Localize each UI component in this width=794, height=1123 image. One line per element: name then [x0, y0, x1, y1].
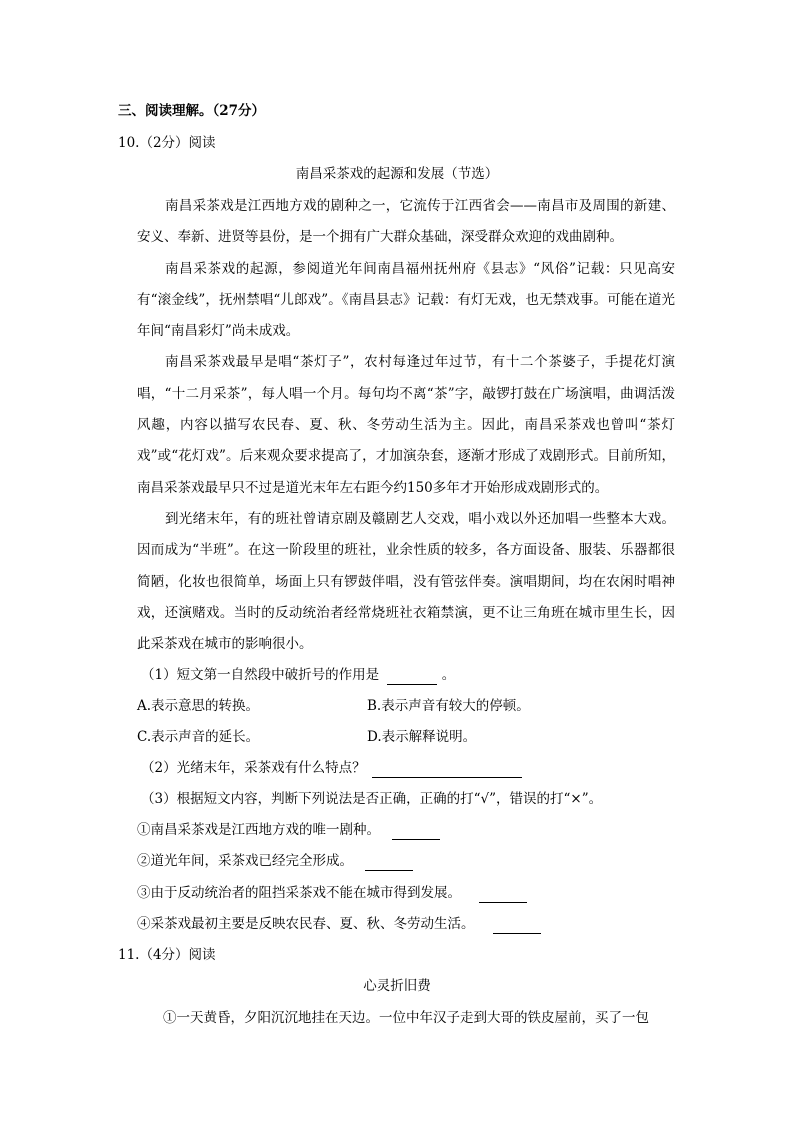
question-11-header: 11.（4分）阅读	[118, 947, 216, 963]
judgment-item-4	[137, 914, 541, 934]
judgment-item-2	[137, 851, 413, 871]
passage-11-paragraph: ①一天黄昏，夕阳沉沉地挂在天边。一位中年汉子走到大哥的铁皮屋前，买了一包	[163, 1010, 649, 1026]
judgment-item-1-text: ①南昌采茶戏是江西地方戏的唯一剧种。	[137, 822, 380, 838]
answer-blank-2[interactable]	[372, 761, 522, 778]
passage-paragraph: 到光绪末年，有的班社曾请京剧及赣剧艺人交戏，唱小戏以外还加唱一些整本大戏。因而成为“半班”。在这一阶段里的班社，业余性质的较多，各方面设备、服装、乐器都很简陋，化妆也很简单，场面上只有锣鼓伴唱，没有管弦伴奏。演唱期间，均在农闲时唱神戏，还演赌戏。当时的反动统治者经常烧班社衣箱禁演，更不让三角班在城市里生长，因此采茶戏在城市的影响很小。	[137, 510, 675, 653]
sub-question-1	[141, 665, 455, 685]
judgment-blank-4[interactable]	[493, 917, 541, 934]
section-heading: 三、阅读理解。（27分）	[118, 103, 266, 119]
sub-question-3: （3）根据短文内容，判断下列说法是否正确，正确的打“√”，错误的打“×”。	[141, 791, 603, 807]
passage-11-title: 心灵折旧费	[363, 978, 431, 994]
passage-paragraph: 南昌采茶戏的起源，参阅道光年间南昌福州抚州府《县志》“风俗”记载：只见高安有“滚金线”，抚州禁唱“儿郎戏”。《南昌县志》记载：有灯无戏，也无禁戏事。可能在道光年间“南昌彩灯”尚未成戏。	[137, 260, 675, 340]
option-d: D.表示解释说明。	[367, 729, 477, 745]
judgment-item-3	[137, 883, 527, 903]
judgment-item-3-text: ③由于反动统治者的阻挡采茶戏不能在城市得到发展。	[137, 885, 461, 901]
answer-blank-1[interactable]	[387, 668, 437, 685]
sub-question-1-text: （1）短文第一自然段中破折号的作用是	[141, 667, 380, 683]
sub-question-2-text: （2）光绪末年，采茶戏有什么特点？	[141, 760, 366, 776]
passage-title: 南昌采茶戏的起源和发展（节选）	[295, 166, 499, 182]
question-10-header: 10.（2分）阅读	[118, 135, 216, 151]
sub-question-1-tail: 。	[441, 667, 456, 683]
option-c: C.表示声音的延长。	[137, 729, 260, 745]
passage-paragraph: 南昌采茶戏最早是唱“茶灯子”，农村每逢过年过节，有十二个茶婆子，手提花灯演唱，“十二月采茶”，每人唱一个月。每句均不离“茶”字，敲锣打鼓在广场演唱，曲调活泼风趣，内容以描写农民春、夏、秋、冬劳动生活为主。因此，南昌采茶戏也曾叫“茶灯戏”或“花灯戏”。后来观众要求提高了，才加演杂套，逐渐才形成了戏剧形式。目前所知，南昌采茶戏最早只不过是道光末年左右距今约150多年才开始形成戏剧形式的。	[137, 354, 675, 496]
option-b: B.表示声音有较大的停顿。	[367, 698, 530, 714]
option-a: A.表示意思的转换。	[137, 698, 260, 714]
judgment-blank-2[interactable]	[365, 854, 413, 871]
judgment-item-2-text: ②道光年间，采茶戏已经完全形成。	[137, 853, 353, 869]
judgment-item-4-text: ④采茶戏最初主要是反映农民春、夏、秋、冬劳动生活。	[137, 916, 475, 932]
sub-question-2	[141, 758, 522, 778]
judgment-blank-3[interactable]	[479, 886, 527, 903]
judgment-blank-1[interactable]	[392, 823, 440, 840]
passage-paragraph: 南昌采茶戏是江西地方戏的剧种之一，它流传于江西省会——南昌市及周围的新建、安义、奉新、进贤等县份，是一个拥有广大群众基础，深受群众欢迎的戏曲剧种。	[137, 198, 675, 246]
passage-body	[137, 191, 675, 660]
judgment-item-1	[137, 820, 440, 840]
